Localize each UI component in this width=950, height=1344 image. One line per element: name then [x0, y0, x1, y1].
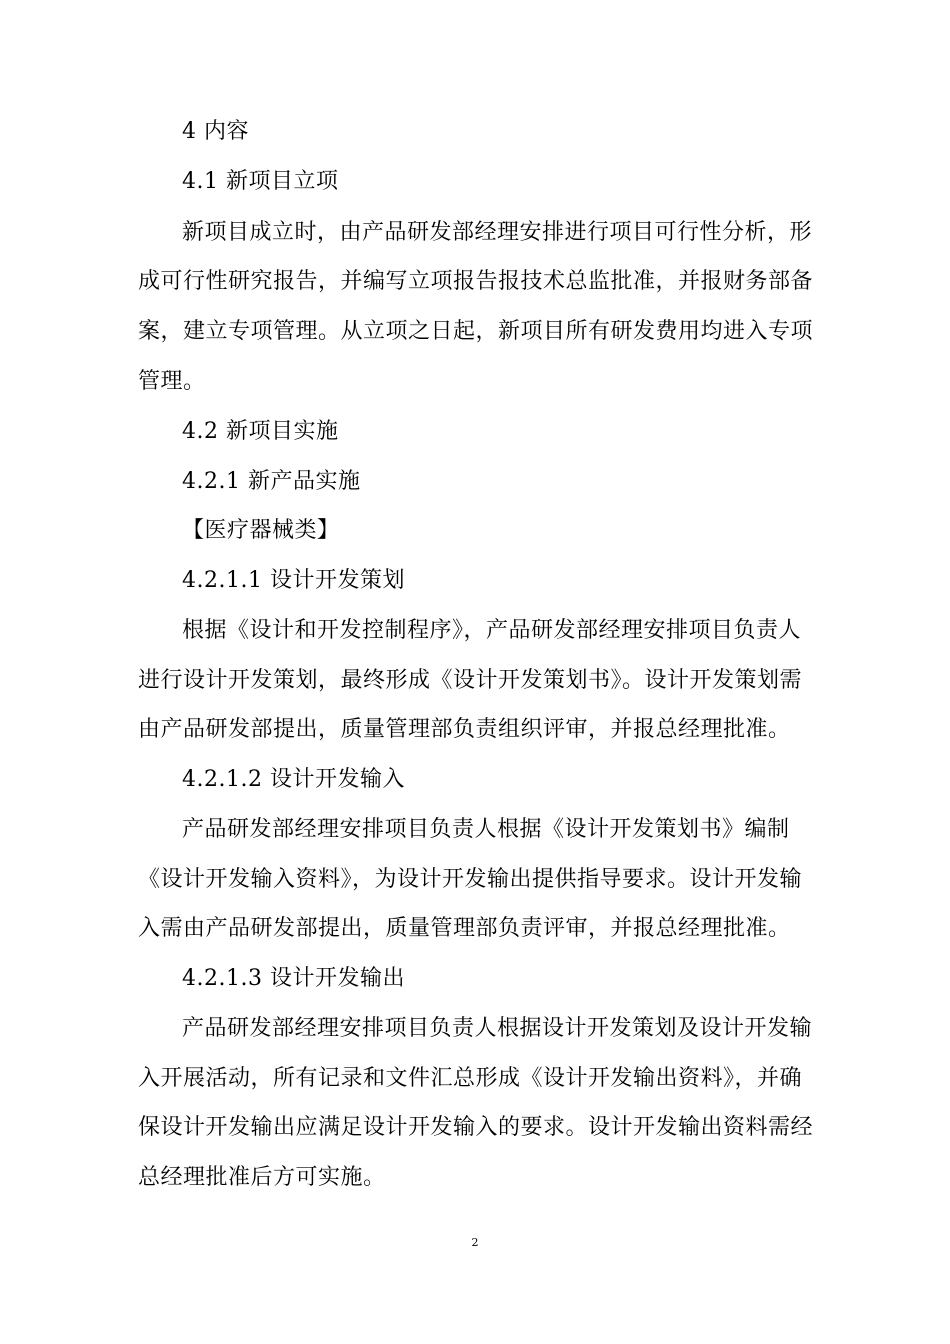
page-number: 2	[471, 1236, 479, 1249]
category-label: 【医疗器械类】	[182, 518, 340, 543]
heading-4-2: 4.2 新项目实施	[182, 419, 339, 444]
paragraph-line: 根据《设计和开发控制程序》，产品研发部经理安排项目负责人	[182, 618, 802, 643]
heading-4-2-1: 4.2.1 新产品实施	[182, 469, 361, 494]
paragraph-line: 入需由产品研发部提出，质量管理部负责评审，并报总经理批准。	[138, 916, 791, 941]
paragraph-line: 产品研发部经理安排项目负责人根据《设计开发策划书》编制	[182, 817, 790, 842]
paragraph-line: 入开展活动，所有记录和文件汇总形成《设计开发输出资料》，并确	[138, 1066, 803, 1091]
paragraph-line: 由产品研发部提出，质量管理部负责组织评审，并报总经理批准。	[138, 717, 791, 742]
paragraph-line: 总经理批准后方可实施。	[138, 1165, 386, 1190]
paragraph-line: 成可行性研究报告，并编写立项报告报技术总监批准，并报财务部备	[138, 269, 814, 294]
paragraph-line: 新项目成立时，由产品研发部经理安排进行项目可行性分析，形	[182, 220, 813, 245]
heading-4-2-1-1: 4.2.1.1 设计开发策划	[182, 568, 405, 593]
paragraph-line: 案，建立专项管理。从立项之日起，新项目所有研发费用均进入专项	[138, 319, 814, 344]
paragraph-line: 产品研发部经理安排项目负责人根据设计开发策划及设计开发输	[182, 1016, 813, 1041]
paragraph-line: 管理。	[138, 369, 206, 394]
paragraph-line: 《设计开发输入资料》，为设计开发输出提供指导要求。设计开发输	[138, 867, 803, 892]
heading-4-2-1-2: 4.2.1.2 设计开发输入	[182, 767, 405, 792]
paragraph-line: 保设计开发输出应满足设计开发输入的要求。设计开发输出资料需经	[138, 1115, 814, 1140]
heading-4: 4 内容	[182, 119, 249, 144]
paragraph-line: 进行设计开发策划，最终形成《设计开发策划书》。设计开发策划需	[138, 668, 803, 693]
heading-4-1: 4.1 新项目立项	[182, 169, 339, 194]
heading-4-2-1-3: 4.2.1.3 设计开发输出	[182, 966, 405, 991]
